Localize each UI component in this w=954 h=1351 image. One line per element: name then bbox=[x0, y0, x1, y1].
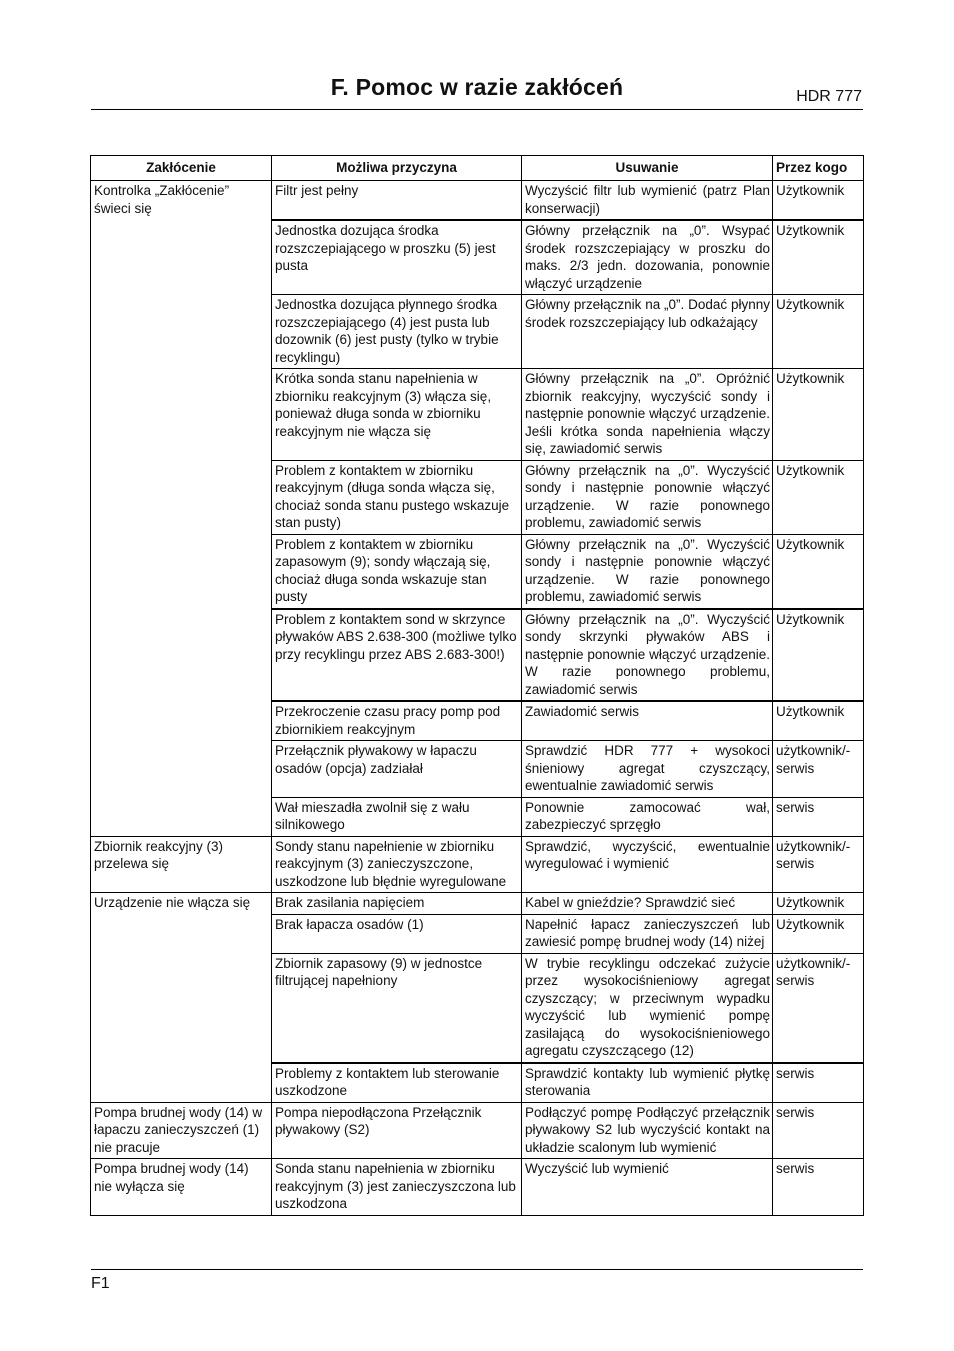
responsible-cell: użytkownik/-serwis bbox=[773, 953, 864, 1063]
remedy-cell: Napełnić łapacz zanieczyszczeń lub zawiesić pompę brudnej wody (14) niżej bbox=[522, 914, 773, 953]
remedy-cell: W trybie recyklingu odczekać zużycie przez wysokociśnieniowy agregat czyszczący; w przeciwnym wypadku wyczyścić lub wymienić pompę zasilającą do wysokociśnieniowego agregatu czyszczącego (12) bbox=[522, 953, 773, 1063]
responsible-cell: Użytkownik bbox=[773, 460, 864, 534]
responsible-cell: Użytkownik bbox=[773, 701, 864, 741]
cause-cell: Jednostka dozująca płynnego środka rozszczepiającego (4) jest pusta lub dozownik (6) jest pusty (tylko w trybie recyklingu) bbox=[272, 295, 522, 369]
responsible-cell: użytkownik/-serwis bbox=[773, 741, 864, 798]
cause-cell: Brak zasilania napięciem bbox=[272, 893, 522, 915]
cause-cell: Zbiornik zapasowy (9) w jednostce filtrującej napełniony bbox=[272, 953, 522, 1063]
cause-cell: Krótka sonda stanu napełnienia w zbiorniku reakcyjnym (3) włącza się, ponieważ długa sonda w zbiorniku reakcyjnym nie włącza się bbox=[272, 369, 522, 461]
fault-cell: Pompa brudnej wody (14) w łapaczu zanieczyszczeń (1) nie pracuje bbox=[91, 1102, 272, 1159]
cause-cell: Sonda stanu napełnienia w zbiorniku reakcyjnym (3) jest zanieczyszczona lub uszkodzona bbox=[272, 1159, 522, 1216]
table-row bbox=[91, 1159, 864, 1216]
cause-cell: Jednostka dozująca środka rozszczepiającego w proszku (5) jest pusta bbox=[272, 220, 522, 295]
fault-cell: Kontrolka „Zakłócenie” świeci się bbox=[91, 181, 272, 837]
responsible-cell: serwis bbox=[773, 797, 864, 836]
column-header-responsible: Przez kogo bbox=[773, 156, 864, 181]
cause-cell: Brak łapacza osadów (1) bbox=[272, 914, 522, 953]
cause-cell: Pompa niepodłączona Przełącznik pływakowy (S2) bbox=[272, 1102, 522, 1159]
remedy-cell: Główny przełącznik na „0”. Opróżnić zbiornik reakcyjny, wyczyścić sondy i następnie ponownie włączyć urządzenie. Jeśli krótka sonda napełnienia włączy się, zawiadomić serwis bbox=[522, 369, 773, 461]
responsible-cell: Użytkownik bbox=[773, 220, 864, 295]
responsible-cell: Użytkownik bbox=[773, 295, 864, 369]
table-row bbox=[91, 893, 864, 915]
fault-cell: Zbiornik reakcyjny (3) przelewa się bbox=[91, 836, 272, 893]
responsible-cell: serwis bbox=[773, 1063, 864, 1103]
remedy-cell: Kabel w gnieździe? Sprawdzić sieć bbox=[522, 893, 773, 915]
responsible-cell: serwis bbox=[773, 1102, 864, 1159]
remedy-cell: Główny przełącznik na „0”. Wsypać środek rozszczepiający w proszku do maks. 2/3 jedn. dozowania, ponownie włączyć urządzenie bbox=[522, 220, 773, 295]
table-row bbox=[91, 181, 864, 221]
cause-cell: Przełącznik pływakowy w łapaczu osadów (opcja) zadziałał bbox=[272, 741, 522, 798]
responsible-cell: Użytkownik bbox=[773, 534, 864, 609]
cause-cell: Problem z kontaktem w zbiorniku zapasowym (9); sondy włączają się, chociaż długa sonda wskazuje stan pusty bbox=[272, 534, 522, 609]
responsible-cell: użytkownik/-serwis bbox=[773, 836, 864, 893]
responsible-cell: Użytkownik bbox=[773, 914, 864, 953]
remedy-cell: Sprawdzić kontakty lub wymienić płytkę sterowania bbox=[522, 1063, 773, 1103]
remedy-cell: Wyczyścić filtr lub wymienić (patrz Plan konserwacji) bbox=[522, 181, 773, 221]
column-header-fault: Zakłócenie bbox=[91, 156, 272, 181]
cause-cell: Sondy stanu napełnienie w zbiorniku reakcyjnym (3) zanieczyszczone, uszkodzone lub błędnie wyregulowane bbox=[272, 836, 522, 893]
cause-cell: Problemy z kontaktem lub sterowanie uszkodzone bbox=[272, 1063, 522, 1103]
remedy-cell: Wyczyścić lub wymienić bbox=[522, 1159, 773, 1216]
cause-cell: Problem z kontaktem sond w skrzynce pływaków ABS 2.638-300 (możliwe tylko przy recyklingu przez ABS 2.683-300!) bbox=[272, 609, 522, 702]
fault-cell: Urządzenie nie włącza się bbox=[91, 893, 272, 1103]
responsible-cell: Użytkownik bbox=[773, 181, 864, 221]
remedy-cell: Zawiadomić serwis bbox=[522, 701, 773, 741]
remedy-cell: Sprawdzić, wyczyścić, ewentualnie wyregulować i wymienić bbox=[522, 836, 773, 893]
page-title: F. Pomoc w razie zakłóceń bbox=[330, 74, 624, 100]
cause-cell: Problem z kontaktem w zbiorniku reakcyjnym (długa sonda włącza się, chociaż sonda stanu pustego wskazuje stan pusty) bbox=[272, 460, 522, 534]
responsible-cell: Użytkownik bbox=[773, 893, 864, 915]
table-header-row bbox=[91, 156, 864, 181]
table-row bbox=[91, 1102, 864, 1159]
remedy-cell: Główny przełącznik na „0”. Wyczyścić sondy i następnie ponownie włączyć urządzenie. W razie ponownego problemu, zawiadomić serwis bbox=[522, 460, 773, 534]
table-row bbox=[91, 836, 864, 893]
page-number: F1 bbox=[91, 1275, 110, 1292]
model-label: HDR 777 bbox=[796, 88, 862, 105]
cause-cell: Wał mieszadła zwolnił się z wału silnikowego bbox=[272, 797, 522, 836]
responsible-cell: serwis bbox=[773, 1159, 864, 1216]
table-body bbox=[91, 181, 864, 1216]
footer-rule bbox=[91, 1269, 863, 1270]
responsible-cell: Użytkownik bbox=[773, 369, 864, 461]
troubleshooting-table bbox=[90, 155, 864, 1216]
remedy-cell: Sprawdzić HDR 777 + wysokoci śnieniowy agregat czyszczący, ewentualnie zawiadomić serwis bbox=[522, 741, 773, 798]
remedy-cell: Podłączyć pompę Podłączyć przełącznik pływakowy S2 lub wyczyścić kontakt na układzie scalonym lub wymienić bbox=[522, 1102, 773, 1159]
remedy-cell: Główny przełącznik na „0”. Wyczyścić sondy skrzynki pływaków ABS i następnie ponownie włączyć urządzenie. W razie ponownego problemu, zawiadomić serwis bbox=[522, 609, 773, 702]
column-header-cause: Możliwa przyczyna bbox=[272, 156, 522, 181]
column-header-remedy: Usuwanie bbox=[522, 156, 773, 181]
remedy-cell: Ponownie zamocować wał, zabezpieczyć sprzęgło bbox=[522, 797, 773, 836]
header-rule bbox=[91, 109, 863, 110]
cause-cell: Filtr jest pełny bbox=[272, 181, 522, 221]
cause-cell: Przekroczenie czasu pracy pomp pod zbiornikiem reakcyjnym bbox=[272, 701, 522, 741]
remedy-cell: Główny przełącznik na „0”. Dodać płynny środek rozszczepiający lub odkażający bbox=[522, 295, 773, 369]
fault-cell: Pompa brudnej wody (14) nie wyłącza się bbox=[91, 1159, 272, 1216]
responsible-cell: Użytkownik bbox=[773, 609, 864, 702]
remedy-cell: Główny przełącznik na „0”. Wyczyścić sondy i następnie ponownie włączyć urządzenie. W razie ponownego problemu, zawiadomić serwis bbox=[522, 534, 773, 609]
